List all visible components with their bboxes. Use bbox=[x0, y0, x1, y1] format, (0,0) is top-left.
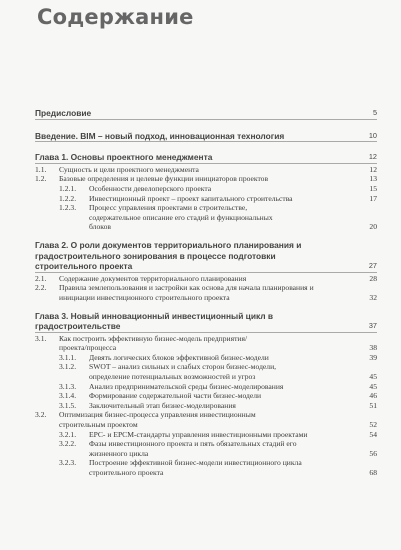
toc-entry-number: 2.2. bbox=[35, 283, 47, 293]
toc-entry-number: 1.2.1. bbox=[59, 183, 77, 193]
toc-entry-number: 3.2.1. bbox=[59, 429, 77, 439]
toc-entry-number: 3.1.1. bbox=[59, 352, 77, 362]
toc-entry[interactable] bbox=[35, 131, 377, 143]
toc-page-number: 37 bbox=[368, 321, 377, 331]
toc-entry[interactable] bbox=[35, 401, 377, 411]
toc-entry[interactable] bbox=[35, 108, 377, 120]
toc-entry-text: Оптимизация бизнес-процесса управления инвестиционным строительным проектом bbox=[59, 410, 256, 430]
toc-entry[interactable] bbox=[35, 184, 377, 194]
toc-page-number: 52 bbox=[369, 420, 377, 430]
toc-entry[interactable] bbox=[35, 283, 377, 302]
toc-entry[interactable] bbox=[35, 194, 377, 204]
toc-entry-text: Содержание документов территориального планирования bbox=[59, 273, 247, 283]
toc-page-number: 38 bbox=[369, 343, 377, 353]
toc-entry-number: 3.2.3. bbox=[59, 458, 77, 468]
toc-entry[interactable] bbox=[35, 152, 377, 164]
toc-page-number: 12 bbox=[369, 164, 377, 174]
toc-entry-number: 1.2.2. bbox=[59, 193, 77, 203]
toc-entry[interactable] bbox=[35, 410, 377, 429]
toc-page-number: 45 bbox=[369, 372, 377, 382]
toc-page-number: 68 bbox=[369, 468, 377, 477]
toc-page-number: 15 bbox=[369, 183, 377, 193]
toc-entry-text: Базовые определения и целевые функции инициаторов проектов bbox=[59, 174, 269, 184]
toc-entry[interactable] bbox=[35, 334, 377, 353]
toc-entry-text: Анализ предпринимательской среды бизнес-моделирования bbox=[89, 381, 284, 391]
toc-page-number: 17 bbox=[369, 193, 377, 203]
toc-page-number: 27 bbox=[368, 261, 377, 271]
toc-page-number: 12 bbox=[368, 152, 377, 162]
table-of-contents bbox=[35, 108, 377, 478]
toc-entry-number: 3.2. bbox=[35, 410, 47, 420]
toc-entry-number: 3.1.4. bbox=[59, 391, 77, 401]
toc-entry-text: Фазы инвестиционного проекта и пять обязательных стадий его жизненного цикла bbox=[89, 439, 297, 458]
toc-entry-text: Девять логических блоков эффективной бизнес-модели bbox=[89, 352, 269, 362]
toc-entry-number: 3.2.2. bbox=[59, 439, 77, 449]
toc-entry-number: 1.1. bbox=[35, 164, 47, 174]
toc-page-number: 20 bbox=[369, 222, 377, 232]
toc-entry-text: Правила землепользования и застройки как основа для начала планирования и инициации инвестиционного строительного проекта bbox=[59, 283, 314, 302]
toc-page-number: 32 bbox=[369, 292, 377, 302]
page-title: Содержание bbox=[37, 5, 194, 29]
toc-entry-text: Введение. BIM – новый подход, инновационная технология bbox=[35, 130, 285, 141]
toc-entry-text: Процесс управления проектами в строительстве, содержательное описание его стадий и функциональных блоков bbox=[89, 203, 273, 232]
toc-entry-number: 2.1. bbox=[35, 273, 47, 283]
toc-entry[interactable] bbox=[35, 439, 377, 458]
toc-entry[interactable] bbox=[35, 240, 377, 273]
toc-page-number: 39 bbox=[369, 352, 377, 362]
toc-entry-number: 3.1. bbox=[35, 333, 47, 343]
toc-entry-text: Формирование содержательной части бизнес-модели bbox=[89, 391, 262, 401]
toc-entry-text: Глава 1. Основы проектного менеджмента bbox=[35, 152, 213, 163]
toc-entry[interactable] bbox=[35, 362, 377, 381]
toc-page-number: 46 bbox=[369, 391, 377, 401]
toc-entry-number: 3.1.2. bbox=[59, 362, 77, 372]
toc-entry[interactable] bbox=[35, 165, 377, 175]
toc-entry-text: SWOT – анализ сильных и слабых сторон бизнес-модели, определение потенциальных возможностей и угроз bbox=[89, 362, 277, 382]
toc-page-number: 28 bbox=[369, 273, 377, 283]
toc-entry-text: Сущность и цели проектного менеджмента bbox=[59, 164, 199, 174]
toc-entry[interactable] bbox=[35, 311, 377, 333]
toc-entry-number: 3.1.5. bbox=[59, 400, 77, 410]
toc-entry-text: Как построить эффективную бизнес-модель предприятия/проекта/процесса bbox=[59, 333, 248, 353]
toc-entry-number: 1.2. bbox=[35, 174, 47, 184]
toc-page-number: 54 bbox=[369, 429, 377, 439]
toc-entry[interactable] bbox=[35, 353, 377, 363]
toc-page-number: 13 bbox=[369, 174, 377, 184]
toc-entry[interactable] bbox=[35, 274, 377, 284]
toc-entry-text: Инвестиционный проект – проект капитального строительства bbox=[89, 193, 293, 203]
toc-entry-text: EPC- и EPCM-стандарты управления инвестиционными проектами bbox=[89, 429, 308, 439]
toc-page-number: 56 bbox=[369, 448, 377, 458]
toc-entry[interactable] bbox=[35, 382, 377, 392]
toc-entry[interactable] bbox=[35, 391, 377, 401]
toc-entry-text: Особенности девелоперского проекта bbox=[89, 183, 212, 193]
toc-entry-text: Предисловие bbox=[35, 108, 92, 118]
toc-page-number: 10 bbox=[368, 130, 377, 140]
toc-entry[interactable] bbox=[35, 430, 377, 440]
toc-entry[interactable] bbox=[35, 174, 377, 184]
toc-entry-number: 3.1.3. bbox=[59, 381, 77, 391]
toc-entry-text: Глава 2. О роли документов территориального планирования и градостроительного зонирования в процессе подготовки строительного проекта bbox=[35, 239, 302, 272]
toc-page-number: 45 bbox=[369, 381, 377, 391]
toc-entry-number: 1.2.3. bbox=[59, 203, 77, 213]
toc-entry-text: Заключительный этап бизнес-моделирования bbox=[89, 400, 236, 410]
toc-entry[interactable] bbox=[35, 458, 377, 477]
toc-entry-text: Глава 3. Новый инновационный инвестиционный цикл в градостроительстве bbox=[35, 310, 274, 332]
toc-page-number: 51 bbox=[369, 400, 377, 410]
toc-page-number: 5 bbox=[372, 108, 377, 117]
toc-entry[interactable] bbox=[35, 203, 377, 232]
toc-entry-text: Построение эффективной бизнес-модели инвестиционного цикла строительного проекта bbox=[89, 458, 302, 477]
